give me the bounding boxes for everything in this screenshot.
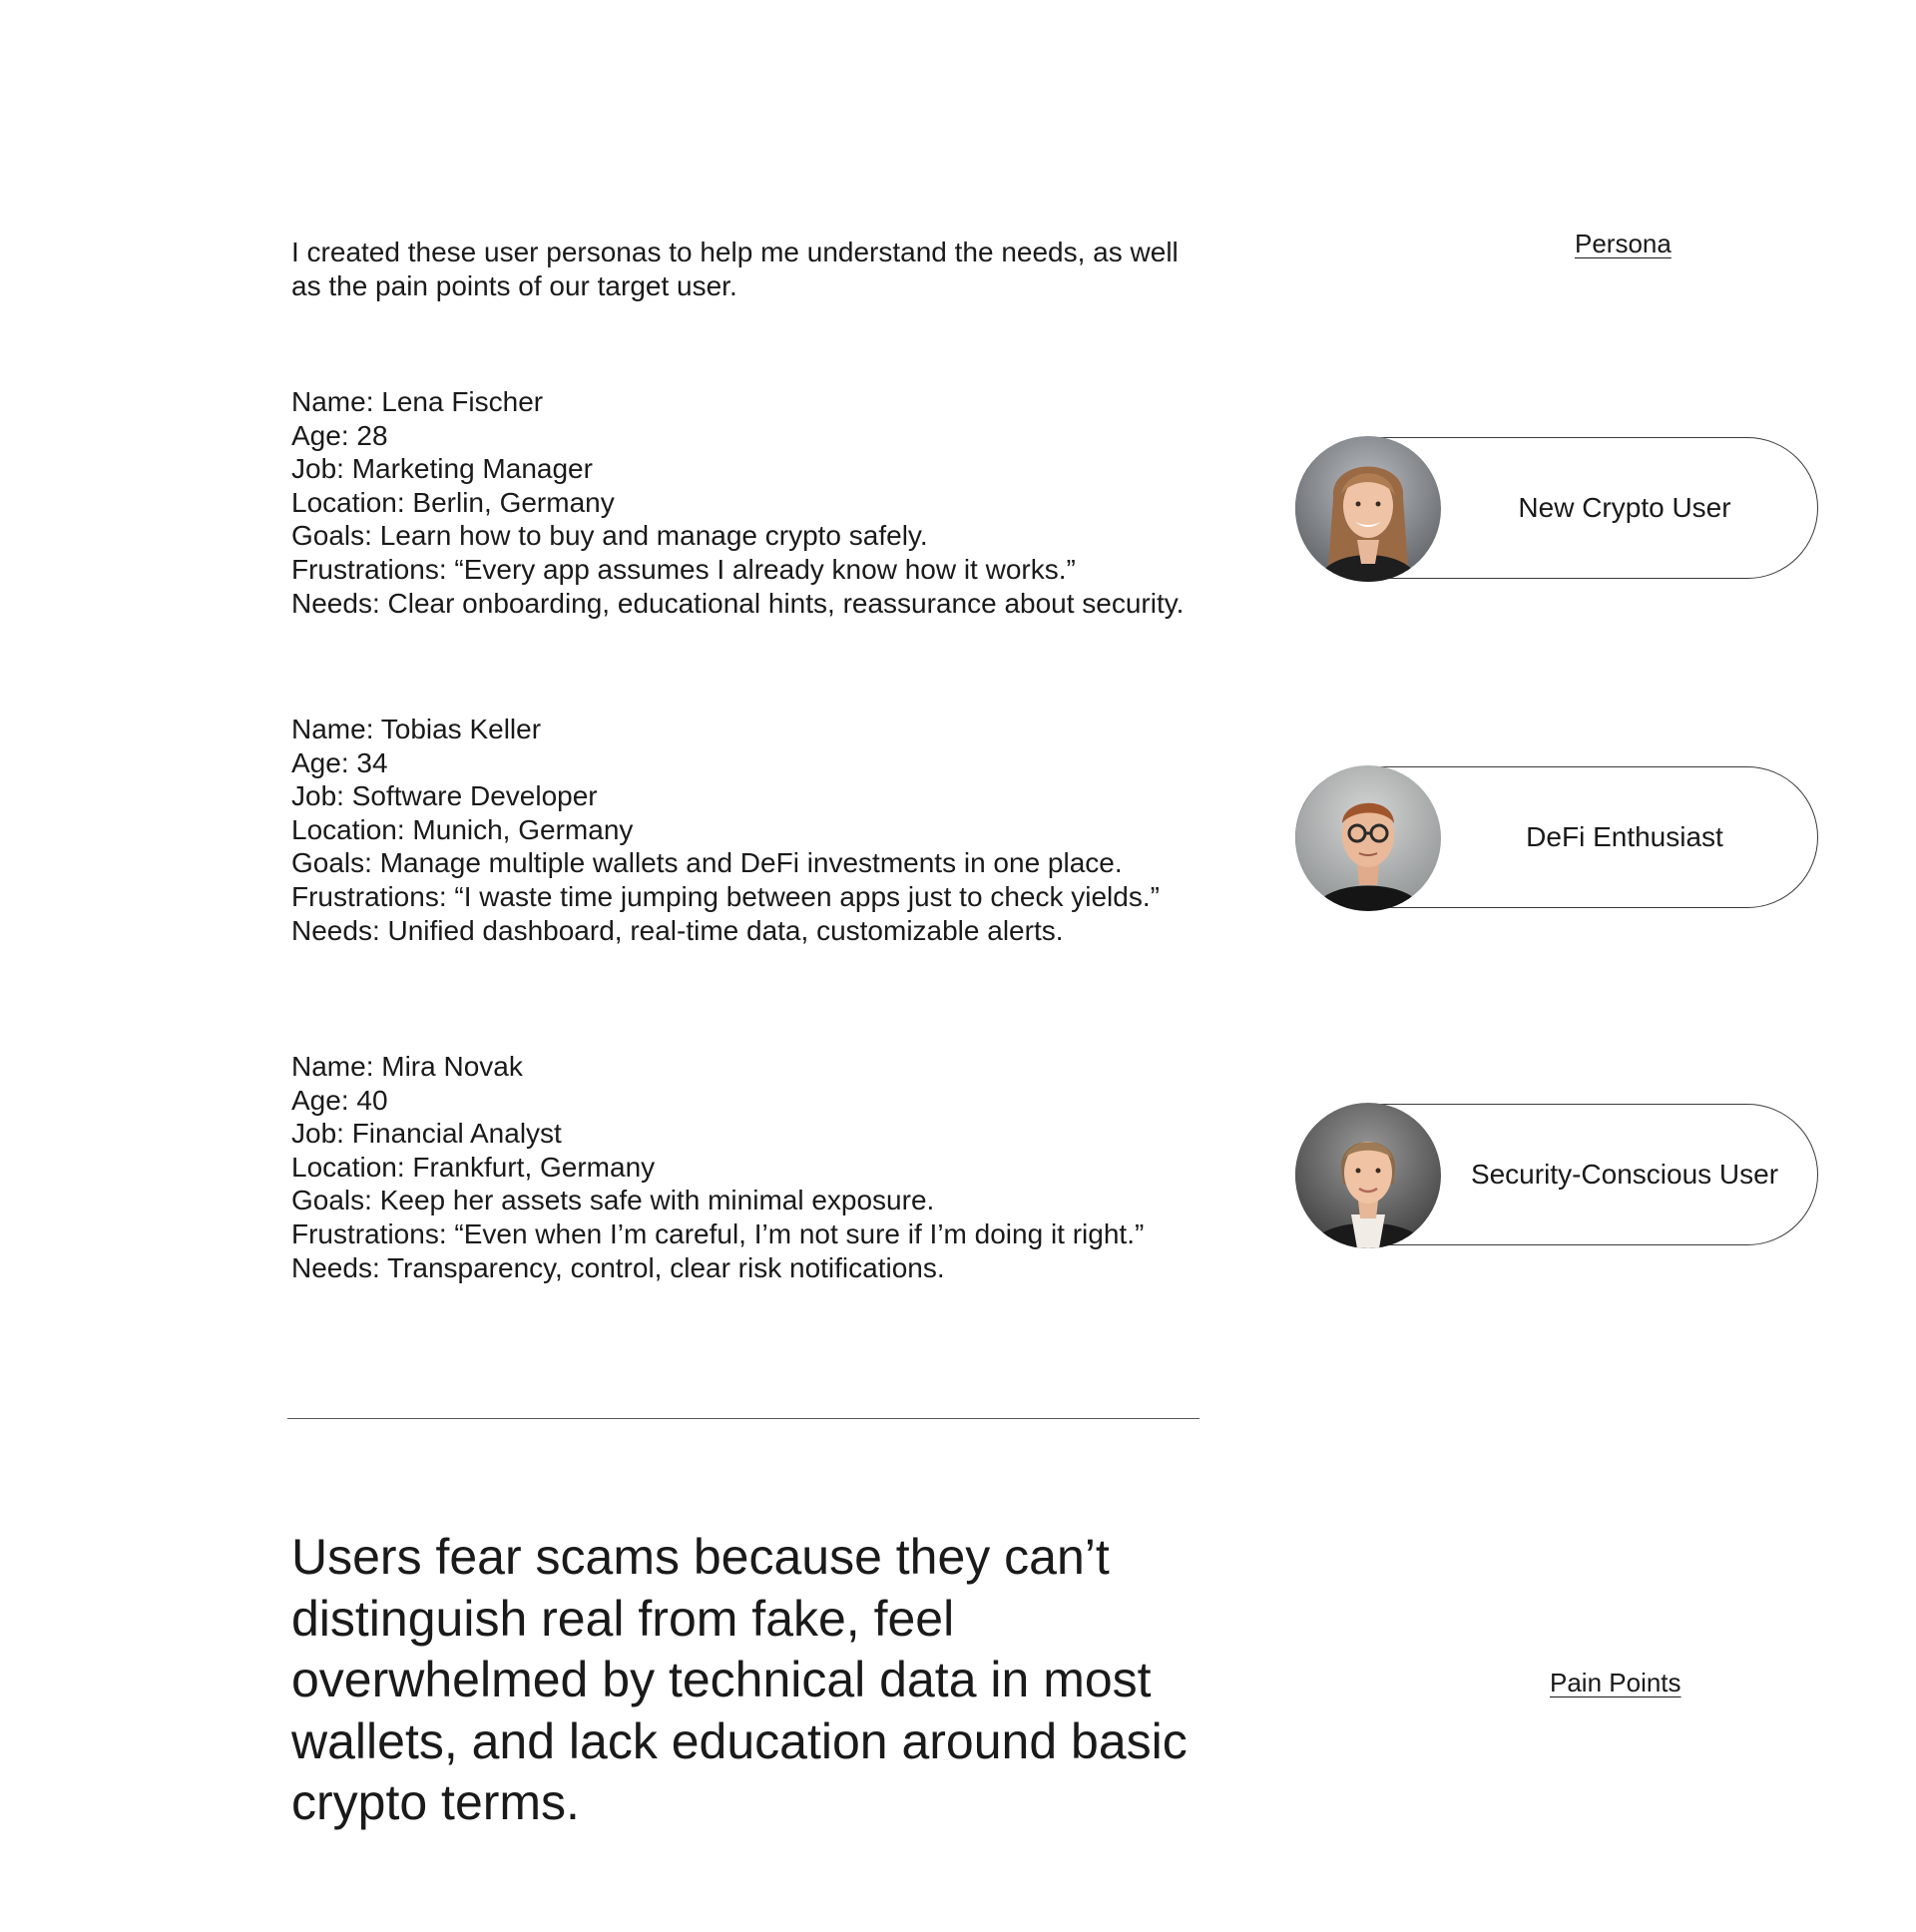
- persona-frustrations: Frustrations: “Every app assumes I already know how it works.”: [291, 553, 1076, 585]
- persona-location: Location: Berlin, Germany: [291, 486, 615, 518]
- persona-tag-label: DeFi Enthusiast: [1526, 820, 1723, 852]
- persona-job: Job: Software Developer: [291, 780, 598, 812]
- persona-details-tobias: [291, 713, 1229, 947]
- persona-name: Name: Mira Novak: [291, 1051, 523, 1082]
- persona-name: Name: Tobias Keller: [291, 714, 542, 744]
- persona-tag-defi-enthusiast[interactable]: [1295, 766, 1818, 908]
- persona-goals: Goals: Keep her assets safe with minimal exposure.: [291, 1185, 935, 1216]
- avatar-woman-blazer-icon: [1295, 1103, 1441, 1248]
- persona-age: Age: 34: [291, 746, 388, 778]
- persona-job: Job: Financial Analyst: [291, 1118, 562, 1150]
- intro-text: I created these user personas to help me understand the needs, as well as the pain points of our target user.: [291, 237, 1179, 301]
- persona-job: Job: Marketing Manager: [291, 453, 593, 485]
- persona-details-lena: [291, 385, 1229, 620]
- persona-name: Name: Lena Fischer: [291, 386, 544, 417]
- persona-details-mira: [291, 1050, 1229, 1284]
- persona-frustrations: Frustrations: “Even when I’m careful, I’m not sure if I’m doing it right.”: [291, 1217, 1145, 1249]
- persona-needs: Needs: Transparency, control, clear risk notifications.: [291, 1251, 945, 1283]
- persona-tag-new-crypto-user[interactable]: [1295, 437, 1818, 579]
- persona-tag-label: New Crypto User: [1518, 491, 1731, 523]
- section-divider: [287, 1418, 1199, 1419]
- persona-location: Location: Frankfurt, Germany: [291, 1151, 656, 1183]
- persona-needs: Needs: Unified dashboard, real-time data, customizable alerts.: [291, 914, 1064, 946]
- persona-section-link[interactable]: Persona: [1575, 229, 1672, 258]
- avatar-woman-long-hair-icon: [1295, 436, 1441, 582]
- persona-frustrations: Frustrations: “I waste time jumping between apps just to check yields.”: [291, 880, 1160, 912]
- pain-points-statement: Users fear scams because they can’t distinguish real from fake, feel overwhelmed by technical data in most wallets, and lack education around basic crypto terms.: [291, 1529, 1188, 1830]
- persona-goals: Goals: Manage multiple wallets and DeFi investments in one place.: [291, 847, 1123, 879]
- avatar-man-glasses-icon: [1295, 765, 1441, 911]
- persona-tag-label: Security-Conscious User: [1470, 1158, 1779, 1190]
- pain-points-section-link[interactable]: Pain Points: [1550, 1668, 1681, 1697]
- persona-age: Age: 28: [291, 419, 388, 451]
- persona-location: Location: Munich, Germany: [291, 813, 634, 845]
- persona-goals: Goals: Learn how to buy and manage crypto safely.: [291, 520, 928, 552]
- persona-tag-security-conscious-user[interactable]: [1295, 1104, 1818, 1245]
- persona-needs: Needs: Clear onboarding, educational hints, reassurance about security.: [291, 587, 1185, 619]
- persona-age: Age: 40: [291, 1084, 388, 1116]
